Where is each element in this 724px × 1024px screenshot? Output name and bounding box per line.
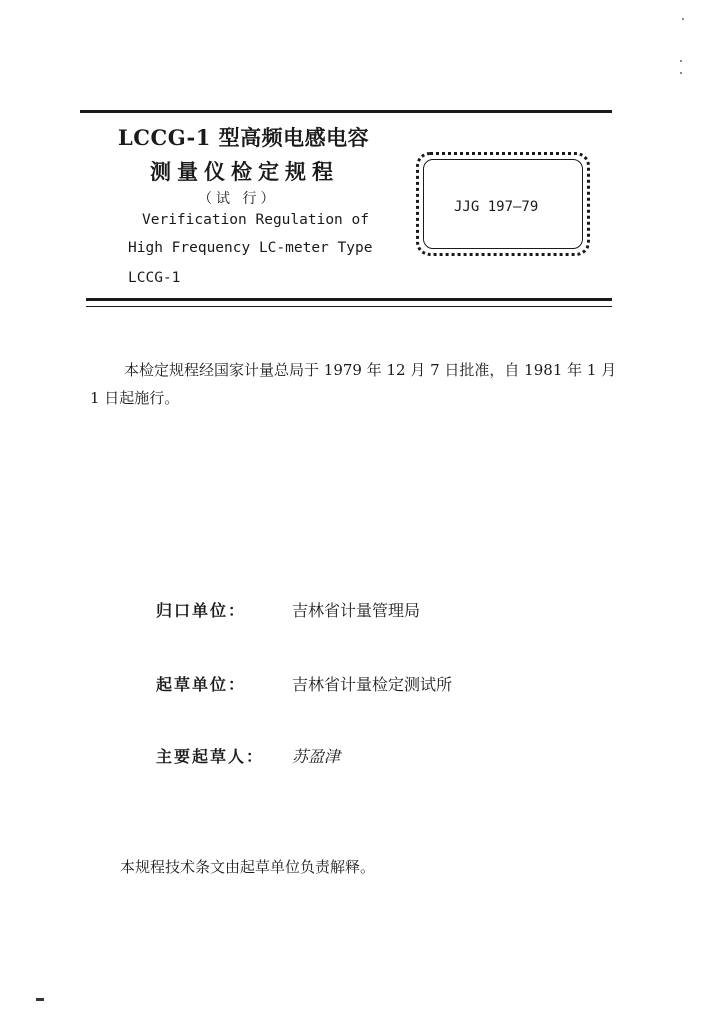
info-value: 苏盈津 (292, 747, 341, 766)
info-value: 吉林省计量检定测试所 (292, 675, 453, 694)
title-chinese-line1: LCCG-1 型高频电感电容 (118, 125, 370, 150)
scan-speck (682, 18, 684, 20)
standard-code: JJG 197—79 (454, 199, 539, 215)
title-chinese-line2: 测量仪检定规程 (150, 159, 339, 184)
info-row-main-drafter (156, 744, 340, 767)
bottom-rule-thin (86, 306, 612, 307)
info-row-drafting-unit (156, 672, 452, 695)
interpretation-note: 本规程技术条文由起草单位负责解释。 (120, 858, 376, 876)
margin-mark (36, 998, 44, 1001)
title-english-line3: LCCG-1 (128, 270, 181, 286)
top-rule (80, 110, 612, 113)
info-label: 起草单位： (156, 675, 247, 694)
info-row-responsible-unit (156, 598, 420, 621)
trial-label: （试 行） (198, 191, 279, 207)
title-english-line1: Verification Regulation of (142, 212, 369, 228)
info-value: 吉林省计量管理局 (292, 601, 421, 620)
title-english-line2: High Frequency LC-meter Type (128, 240, 373, 256)
scan-speck (680, 72, 682, 74)
approval-paragraph: 本检定规程经国家计量总局于 1979 年 12 月 7 日批准，自 1981 年 1 月 1 日起施行。 (90, 361, 617, 407)
info-label: 归口单位： (156, 601, 247, 620)
info-label: 主要起草人： (156, 747, 265, 766)
bottom-rule-thick (86, 298, 612, 301)
scan-speck (680, 60, 682, 62)
